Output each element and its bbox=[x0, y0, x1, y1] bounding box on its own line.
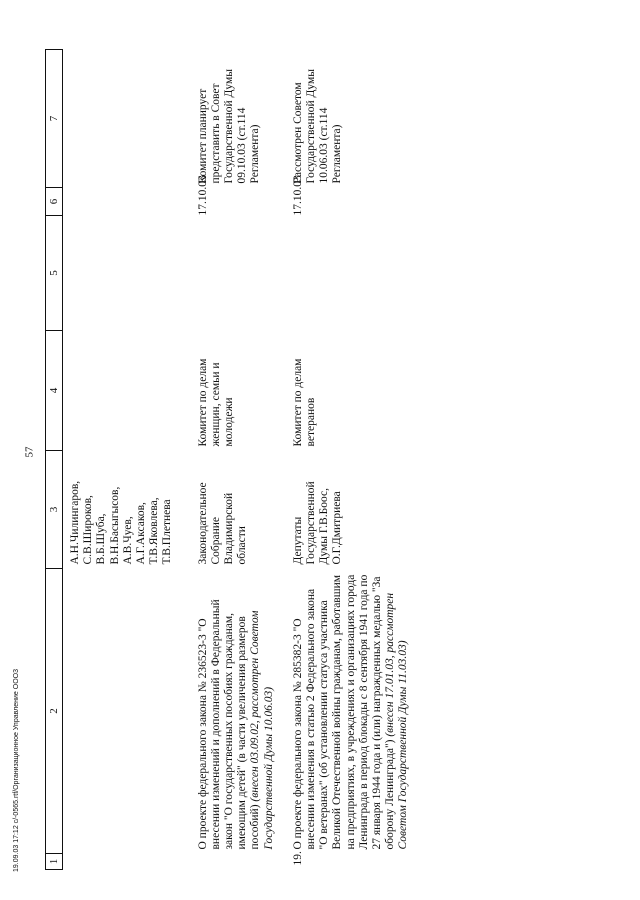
header-cell-4: 4 bbox=[46, 331, 63, 451]
bill-authors: Депутаты Государственной Думы Г.В.Боос, О.Г.Дмитриева bbox=[291, 481, 344, 565]
header-cell-3: 3 bbox=[46, 451, 63, 569]
status-note: Комитет планирует представить в Совет Государственной Думы 09.10.03 (ст.114 Регламента) bbox=[196, 69, 262, 184]
bills-table bbox=[45, 49, 411, 870]
page-number: 57 bbox=[23, 446, 36, 458]
bill-authors: Законодательное Собрание Владимирской области bbox=[196, 482, 249, 565]
footer-note: 19.09.03 17:12 c/-0565.rtf/Организационное Управление ООО3 bbox=[13, 669, 20, 872]
date bbox=[69, 188, 175, 216]
column-5-value bbox=[69, 216, 175, 331]
table-row bbox=[276, 50, 411, 870]
row-number: 19. bbox=[291, 851, 304, 866]
table-row bbox=[69, 50, 175, 870]
header-cell-7: 7 bbox=[46, 50, 63, 188]
column-5-value bbox=[276, 216, 411, 331]
header-cell-6: 6 bbox=[46, 188, 63, 216]
bill-authors: А.Н.Чилингаров, С.В.Широков, В.Б.Шуба, В.Н.Басыгысов, А.В.Чуев, А.Г.Аксаков, Т.В.Яковлева, Т.В.Плетнева bbox=[69, 480, 174, 565]
bill-title bbox=[276, 569, 411, 854]
bill-title bbox=[175, 569, 276, 854]
row-number bbox=[175, 854, 276, 870]
status-note bbox=[69, 50, 175, 188]
date: 17.10.03 bbox=[291, 175, 304, 216]
responsible-committee: Комитет по делам ветеранов bbox=[291, 358, 318, 447]
bill-submission-note: (внесен 17.01.03, рассмотрен Советом Государственной Думы 11.03.03) bbox=[384, 592, 410, 850]
responsible-committee bbox=[69, 331, 175, 451]
bill-submission-note: (внесен 03.09.02, рассмотрен Советом Государственной Думы 10.06.03) bbox=[249, 610, 275, 850]
header-cell-1: 1 bbox=[46, 854, 63, 870]
header-cell-2: 2 bbox=[46, 569, 63, 854]
status-note: Рассмотрен Советом Государственной Думы 10.06.03 (ст.114 Регламента) bbox=[291, 69, 344, 184]
header-row bbox=[46, 50, 63, 870]
date: 17.10.03 bbox=[196, 175, 209, 216]
table-row bbox=[175, 50, 276, 870]
bill-title-text: О проекте федерального закона № 236523-3 "О внесении изменений и дополнений в Федеральный закон "О государственных пособиях гражданам, имеющим детей" (в части увеличения размеров пособий) bbox=[196, 599, 262, 850]
row-number bbox=[69, 854, 175, 870]
column-5-value bbox=[175, 216, 276, 331]
bill-title bbox=[69, 569, 175, 854]
header-cell-5: 5 bbox=[46, 216, 63, 331]
responsible-committee: Комитет по делам женщин, семьи и молодежи bbox=[196, 358, 236, 447]
rotated-page-content bbox=[45, 30, 595, 880]
bill-title-text: О проекте федерального закона № 285382-3 "О внесении изменения в статью 2 Федерального закона "О ветеранах" (об установлении статуса участника Великой Отечественной войны гражданам, работавшим на предприятиях, в учреждениях и организациях города Ленинграда в период блокады с 8 сентября 1941 года по 27 января 1944 года и (или) награжденных медалью "За оборону Ленинграда") bbox=[291, 574, 397, 850]
